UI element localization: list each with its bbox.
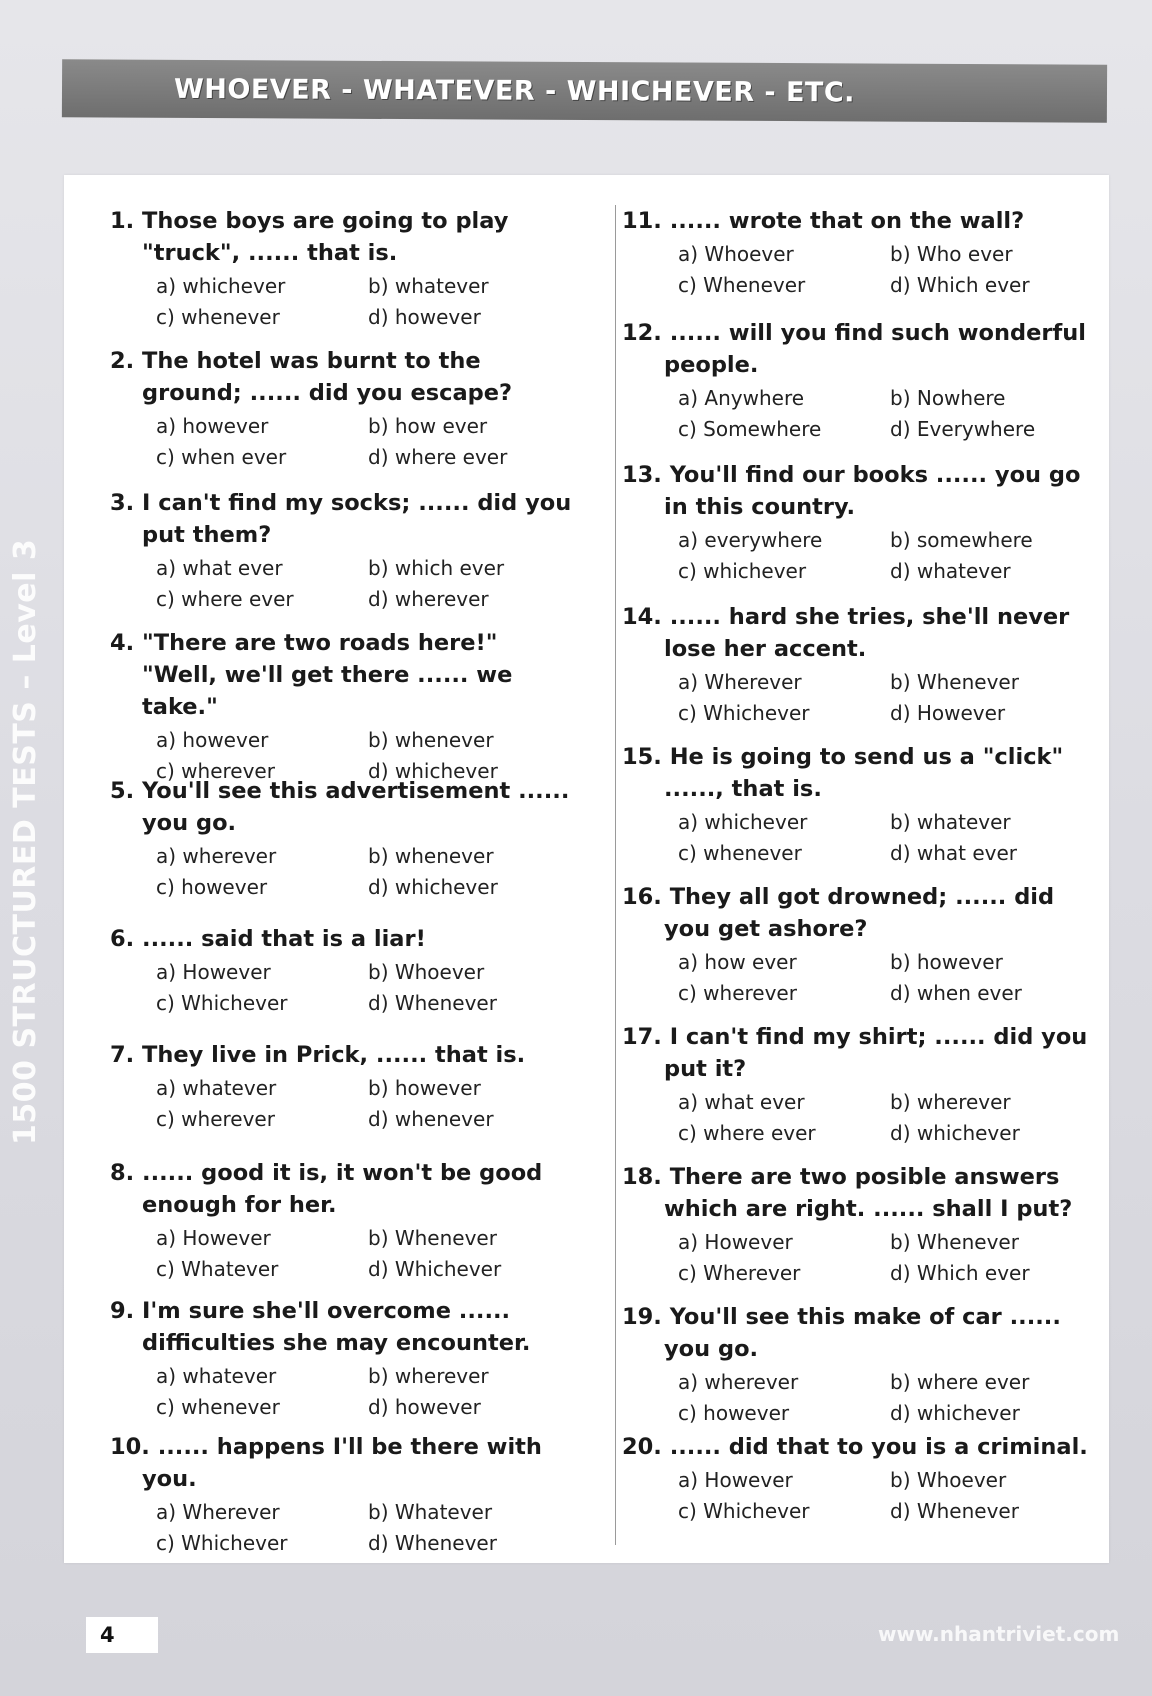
option-c: c) Whatever: [156, 1257, 279, 1281]
option-d: d) Which ever: [890, 273, 1030, 297]
question-19: [622, 1301, 1092, 1429]
option-c: c) wherever: [678, 981, 797, 1005]
question-18: [622, 1161, 1092, 1289]
option-c: c) Somewhere: [678, 417, 822, 441]
question-15: [622, 741, 1092, 869]
question-11: [622, 205, 1092, 301]
option-d: d) wherever: [368, 587, 489, 611]
answer-options: [678, 1227, 1092, 1289]
question-text: 17. I can't find my shirt; ...... did you put it?: [622, 1024, 1088, 1082]
option-c: c) whichever: [678, 559, 807, 583]
question-text: 13. You'll find our books ...... you go in this country.: [622, 462, 1081, 520]
option-d: d) however: [368, 305, 481, 329]
option-b: b) where ever: [890, 1370, 1030, 1394]
question-text: 18. There are two posible answers which are right. ...... shall I put?: [622, 1164, 1073, 1222]
question-text: 16. They all got drowned; ...... did you get ashore?: [622, 884, 1055, 942]
question-13: [622, 459, 1092, 587]
option-b: b) which ever: [368, 556, 505, 580]
option-d: d) However: [890, 701, 1006, 725]
answer-options: [156, 957, 580, 1019]
question-text: 20. ...... did that to you is a criminal.: [622, 1434, 1088, 1460]
option-d: d) Which ever: [890, 1261, 1030, 1285]
question-8: [110, 1157, 580, 1285]
question-1: [110, 205, 580, 333]
column-divider: [615, 205, 616, 1545]
option-d: d) whenever: [368, 1107, 494, 1131]
option-b: b) wherever: [368, 1364, 489, 1388]
question-text: 10. ...... happens I'll be there with you.: [110, 1434, 542, 1492]
option-a: a) However: [678, 1230, 793, 1254]
option-c: c) whenever: [156, 305, 280, 329]
option-a: a) whatever: [156, 1076, 277, 1100]
option-b: b) whatever: [368, 274, 489, 298]
question-5: [110, 775, 580, 903]
question-text: 7. They live in Prick, ...... that is.: [110, 1042, 526, 1068]
answer-options: [678, 239, 1092, 301]
question-text: 9. I'm sure she'll overcome ...... difficulties she may encounter.: [110, 1298, 531, 1356]
option-a: a) however: [156, 728, 269, 752]
option-c: c) however: [156, 875, 268, 899]
option-b: b) Who ever: [890, 242, 1013, 266]
option-b: b) Whatever: [368, 1500, 493, 1524]
question-text: 4. "There are two roads here!" "Well, we'll get there ...... we take.": [110, 630, 513, 720]
question-10: [110, 1431, 580, 1559]
option-a: a) how ever: [678, 950, 797, 974]
option-a: a) However: [156, 1226, 271, 1250]
question-17: [622, 1021, 1092, 1149]
answer-options: [678, 1465, 1092, 1527]
option-d: d) whichever: [890, 1121, 1020, 1145]
question-2: [110, 345, 580, 473]
option-b: b) somewhere: [890, 528, 1033, 552]
option-d: d) whichever: [368, 875, 498, 899]
option-c: c) whenever: [678, 841, 802, 865]
option-d: d) however: [368, 1395, 481, 1419]
option-a: a) wherever: [156, 844, 277, 868]
option-b: b) how ever: [368, 414, 488, 438]
question-text: 6. ...... said that is a liar!: [110, 926, 426, 952]
question-text: 14. ...... hard she tries, she'll never lose her accent.: [622, 604, 1070, 662]
question-text: 1. Those boys are going to play "truck", ...... that is.: [110, 208, 509, 266]
option-b: b) whenever: [368, 844, 494, 868]
option-a: a) Wherever: [678, 670, 802, 694]
option-b: b) Nowhere: [890, 386, 1006, 410]
option-a: a) Anywhere: [678, 386, 805, 410]
option-c: c) Whichever: [678, 701, 810, 725]
question-9: [110, 1295, 580, 1423]
option-a: a) wherever: [678, 1370, 799, 1394]
option-b: b) Whenever: [890, 1230, 1019, 1254]
answer-options: [156, 271, 580, 333]
answer-options: [678, 1087, 1092, 1149]
option-b: b) wherever: [890, 1090, 1011, 1114]
question-6: [110, 923, 580, 1019]
option-a: a) whichever: [678, 810, 808, 834]
answer-options: [156, 1497, 580, 1559]
option-a: a) however: [156, 414, 269, 438]
option-d: d) whatever: [890, 559, 1011, 583]
option-c: c) Whenever: [678, 273, 806, 297]
option-a: a) whichever: [156, 274, 286, 298]
option-a: a) However: [678, 1468, 793, 1492]
question-text: 15. He is going to send us a "click" ......, that is.: [622, 744, 1064, 802]
question-text: 8. ...... good it is, it won't be good enough for her.: [110, 1160, 543, 1218]
question-text: 12. ...... will you find such wonderful people.: [622, 320, 1087, 378]
question-16: [622, 881, 1092, 1009]
answer-options: [156, 1361, 580, 1423]
option-d: d) when ever: [890, 981, 1022, 1005]
answer-options: [678, 525, 1092, 587]
option-b: b) Whoever: [368, 960, 485, 984]
answer-options: [678, 383, 1092, 445]
option-c: c) Whichever: [156, 991, 288, 1015]
option-c: c) wherever: [156, 1107, 275, 1131]
question-text: 5. You'll see this advertisement ...... you go.: [110, 778, 570, 836]
option-d: d) Whichever: [368, 1257, 502, 1281]
option-d: d) what ever: [890, 841, 1018, 865]
option-b: b) however: [368, 1076, 481, 1100]
question-text: 19. You'll see this make of car ...... you go.: [622, 1304, 1061, 1362]
option-c: c) Whichever: [156, 1531, 288, 1555]
answer-options: [156, 411, 580, 473]
option-a: a) whatever: [156, 1364, 277, 1388]
option-c: c) however: [678, 1401, 790, 1425]
option-c: c) Wherever: [678, 1261, 801, 1285]
question-12: [622, 317, 1092, 445]
option-d: d) Whenever: [890, 1499, 1019, 1523]
answer-options: [156, 553, 580, 615]
option-d: d) whichever: [890, 1401, 1020, 1425]
option-b: b) however: [890, 950, 1003, 974]
section-title: WHOEVER - WHATEVER - WHICHEVER - ETC.: [173, 73, 856, 108]
option-a: a) what ever: [678, 1090, 805, 1114]
question-14: [622, 601, 1092, 729]
answer-options: [156, 841, 580, 903]
question-text: 11. ...... wrote that on the wall?: [622, 208, 1025, 234]
question-text: 2. The hotel was burnt to the ground; ...... did you escape?: [110, 348, 513, 406]
option-b: b) whatever: [890, 810, 1011, 834]
option-a: a) Whoever: [678, 242, 794, 266]
option-d: d) Everywhere: [890, 417, 1036, 441]
answer-options: [678, 667, 1092, 729]
question-text: 3. I can't find my socks; ...... did you put them?: [110, 490, 572, 548]
option-c: c) wherever: [156, 759, 275, 783]
question-7: [110, 1039, 580, 1135]
option-d: d) Whenever: [368, 991, 497, 1015]
question-4: [110, 627, 580, 787]
section-header-bar: [62, 59, 1107, 122]
answer-options: [678, 1367, 1092, 1429]
answer-options: [678, 807, 1092, 869]
answer-options: [156, 1073, 580, 1135]
option-b: b) Whenever: [890, 670, 1019, 694]
option-a: a) everywhere: [678, 528, 823, 552]
answer-options: [156, 1223, 580, 1285]
option-c: c) when ever: [156, 445, 287, 469]
book-side-label: 1500 STRUCTURED TESTS – Level 3: [8, 538, 43, 1145]
option-d: d) Whenever: [368, 1531, 497, 1555]
option-b: b) Whoever: [890, 1468, 1007, 1492]
option-c: c) where ever: [156, 587, 294, 611]
option-b: b) whenever: [368, 728, 494, 752]
option-d: d) where ever: [368, 445, 508, 469]
website-watermark: www.nhantriviet.com: [878, 1622, 1120, 1646]
answer-options: [678, 947, 1092, 1009]
page-number: 4: [86, 1617, 158, 1653]
option-a: a) what ever: [156, 556, 283, 580]
option-c: c) where ever: [678, 1121, 816, 1145]
option-a: a) However: [156, 960, 271, 984]
option-c: c) whenever: [156, 1395, 280, 1419]
option-b: b) Whenever: [368, 1226, 497, 1250]
option-c: c) Whichever: [678, 1499, 810, 1523]
option-a: a) Wherever: [156, 1500, 280, 1524]
question-20: [622, 1431, 1092, 1527]
question-3: [110, 487, 580, 615]
option-d: d) whichever: [368, 759, 498, 783]
